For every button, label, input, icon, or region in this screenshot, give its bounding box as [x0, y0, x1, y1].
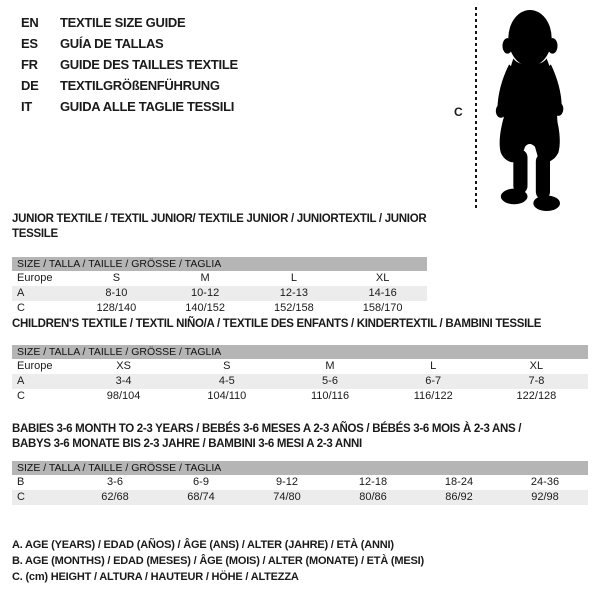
table-cell: 92/98 — [531, 491, 559, 503]
row-label: C — [17, 491, 25, 503]
table-title-line: BABYS 3-6 MONATE BIS 2-3 JAHRE / BAMBINI 3-6 MESI A 2-3 ANNI — [12, 438, 362, 450]
childrens-textile-section — [12, 317, 588, 404]
table-cell: 9-12 — [275, 476, 299, 488]
language-row — [21, 54, 238, 75]
table-cell: 98/104 — [106, 390, 141, 402]
row-label: C — [17, 302, 25, 314]
language-code: ES — [21, 36, 38, 51]
row-label: Europe — [17, 360, 53, 372]
table-cell: 12-13 — [279, 287, 308, 299]
table-cell: 122/128 — [516, 390, 557, 402]
table-cell: M — [200, 272, 210, 284]
language-row — [21, 96, 238, 117]
table-cell: 74/80 — [273, 491, 301, 503]
footnotes — [12, 537, 424, 585]
size-header-bar: SIZE / TALLA / TAILLE / GRÖSSE / TAGLIA — [12, 257, 427, 271]
size-header-bar: SIZE / TALLA / TAILLE / GRÖSSE / TAGLIA — [12, 345, 588, 359]
table-row — [12, 475, 588, 490]
height-measure-label: C — [454, 105, 463, 119]
language-code: IT — [21, 99, 32, 114]
table-cell: 10-12 — [191, 287, 220, 299]
table-cell: M — [325, 360, 335, 372]
size-table — [12, 345, 588, 404]
table-cell: 140/152 — [185, 302, 225, 314]
table-cell: 18-24 — [444, 476, 474, 488]
baby-silhouette-icon — [480, 8, 580, 212]
row-label: A — [17, 375, 25, 387]
table-cell: 128/140 — [96, 302, 137, 314]
table-cell: 116/122 — [413, 390, 453, 402]
footnote-line: C. (cm) HEIGHT / ALTURA / HAUTEUR / HÖHE / ALTEZZA — [12, 571, 299, 583]
table-cell: 86/92 — [445, 491, 473, 503]
language-row — [21, 33, 238, 54]
junior-textile-section — [12, 212, 427, 316]
language-row — [21, 12, 238, 33]
babies-textile-section — [12, 422, 588, 505]
table-cell: XS — [116, 360, 131, 372]
table-title-line: JUNIOR TEXTILE / TEXTIL JUNIOR/ TEXTILE JUNIOR / JUNIORTEXTIL / JUNIOR TESSILE — [12, 213, 427, 240]
row-label: C — [17, 390, 25, 402]
table-row — [12, 389, 588, 404]
language-header — [21, 12, 238, 117]
table-cell: 68/74 — [187, 491, 215, 503]
table-cell: 158/170 — [362, 302, 403, 314]
language-code: DE — [21, 78, 39, 93]
table-cell: 6-9 — [193, 476, 209, 488]
table-cell: 24-36 — [530, 476, 560, 488]
footnote-line: B. AGE (MONTHS) / EDAD (MESES) / ÂGE (MOIS) / ALTER (MONATE) / ETÀ (MESI) — [12, 555, 424, 567]
row-label: A — [17, 287, 25, 299]
table-cell: XL — [375, 272, 390, 284]
size-table — [12, 461, 588, 505]
table-cell: 110/116 — [310, 390, 350, 402]
table-cell: L — [430, 360, 437, 372]
table-title-line: CHILDREN'S TEXTILE / TEXTIL NIÑO/A / TEXTILE DES ENFANTS / KINDERTEXTIL / BAMBINI TESSILE — [12, 318, 542, 330]
table-row — [12, 286, 427, 301]
table-title — [12, 422, 588, 452]
language-title: TEXTILGRÖßENFÜHRUNG — [60, 78, 220, 93]
table-row — [12, 359, 588, 374]
row-label: B — [17, 476, 25, 488]
language-title: GUÍA DE TALLAS — [60, 36, 164, 51]
table-cell: L — [290, 272, 297, 284]
table-title — [12, 317, 588, 332]
table-cell: 3-6 — [107, 476, 123, 488]
language-title: TEXTILE SIZE GUIDE — [60, 15, 186, 30]
table-cell: 104/110 — [207, 390, 247, 402]
table-cell: XL — [529, 360, 544, 372]
table-cell: 62/68 — [101, 491, 129, 503]
table-cell: 14-16 — [368, 287, 397, 299]
table-row — [12, 490, 588, 505]
table-row — [12, 271, 427, 286]
size-table — [12, 257, 427, 316]
footnote-line: A. AGE (YEARS) / EDAD (AÑOS) / ÂGE (ANS) / ALTER (JAHRE) / ETÀ (ANNI) — [12, 539, 394, 551]
table-row — [12, 301, 427, 316]
table-cell: 4-5 — [218, 375, 235, 387]
language-title: GUIDA ALLE TAGLIE TESSILI — [60, 99, 235, 114]
language-code: EN — [21, 15, 39, 30]
table-title-line: BABIES 3-6 MONTH TO 2-3 YEARS / BEBÉS 3-6 MESES A 2-3 AÑOS / BÉBÉS 3-6 MOIS À 2-3 ANS / — [12, 423, 522, 435]
table-cell: 7-8 — [528, 375, 545, 387]
table-cell: 12-18 — [358, 476, 388, 488]
table-cell: 3-4 — [115, 375, 132, 387]
table-cell: 6-7 — [425, 375, 442, 387]
table-cell: S — [112, 272, 121, 284]
table-title — [12, 212, 427, 242]
table-cell: 152/158 — [273, 302, 314, 314]
baby-figure — [450, 4, 600, 216]
language-code: FR — [21, 57, 38, 72]
language-row — [21, 75, 238, 96]
table-cell: S — [223, 360, 231, 372]
table-cell: 80/86 — [359, 491, 387, 503]
row-label: Europe — [17, 272, 53, 284]
size-header-bar: SIZE / TALLA / TAILLE / GRÖSSE / TAGLIA — [12, 461, 588, 475]
table-cell: 5-6 — [322, 375, 338, 387]
table-row — [12, 374, 588, 389]
height-measure-dashed-line — [475, 7, 477, 209]
language-title: GUIDE DES TAILLES TEXTILE — [60, 57, 238, 72]
table-cell: 8-10 — [105, 287, 128, 299]
